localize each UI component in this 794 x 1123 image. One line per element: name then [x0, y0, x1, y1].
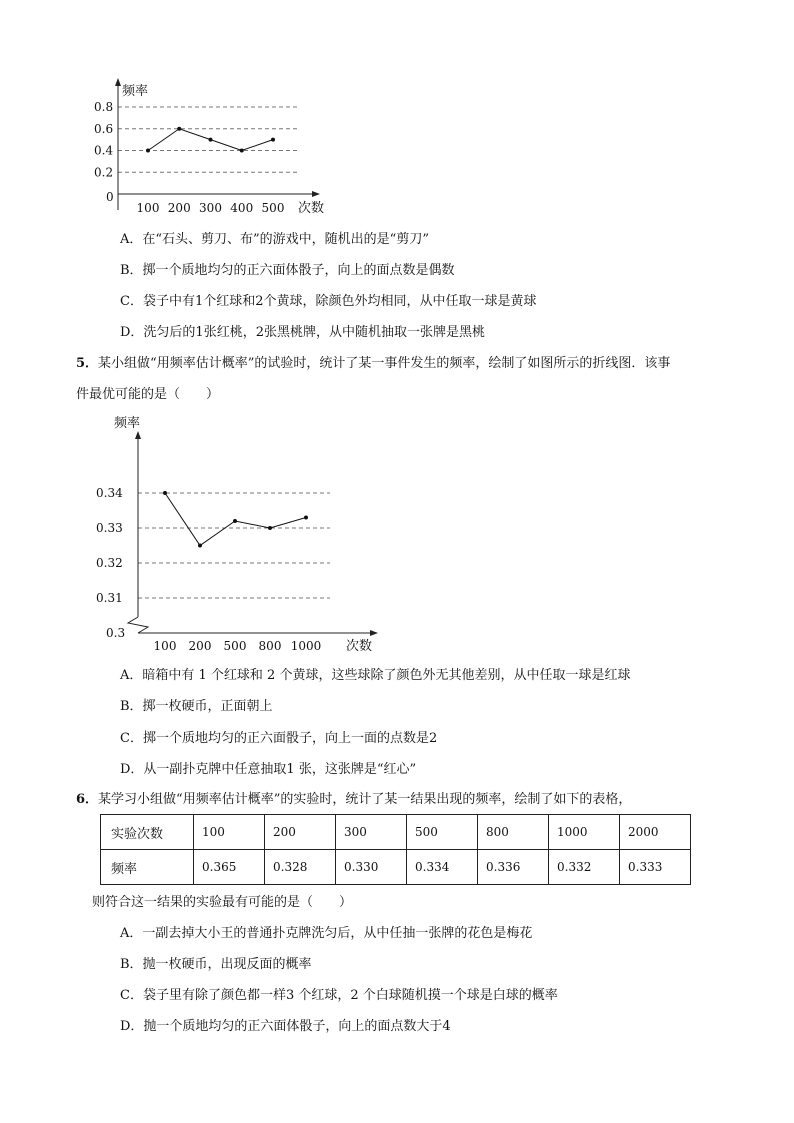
- chart2-x-arrow: [370, 630, 378, 636]
- table-cell: 0.332: [549, 850, 620, 885]
- frequency-table: [100, 814, 691, 885]
- q6-stem-text: 某学习小组做“用频率估计概率”的实验时，统计了某一结果出现的频率，绘制了如下的表格，: [98, 792, 632, 807]
- chart1-x-tick-label: 400: [230, 201, 254, 215]
- chart1-data-point: [146, 149, 150, 153]
- table-cell: 0.330: [336, 850, 407, 885]
- table-cell: 0.334: [407, 850, 478, 885]
- table-cell: 200: [265, 815, 336, 850]
- q5-stem-line2: 件最优可能的是（ ）: [76, 387, 220, 402]
- chart2-data-point: [268, 526, 272, 530]
- table-cell: 0.336: [478, 850, 549, 885]
- q5-stem-line1: [76, 352, 670, 371]
- table-cell: 2000: [620, 815, 691, 850]
- chart2-x-tick-label: 500: [223, 639, 247, 653]
- chart2-x-tick-label: 800: [258, 639, 282, 653]
- chart1-y-label: 频率: [122, 84, 149, 99]
- chart1-y-tick-label: 0.6: [94, 121, 114, 136]
- chart1-x-tick-label: 500: [261, 201, 285, 215]
- q5-stem-text: 某小组做“用频率估计概率”的试验时，统计了某一事件发生的频率，绘制了如图所示的折线图．该事: [98, 356, 671, 371]
- table-row-frequency: [101, 850, 691, 885]
- chart2-data-point: [233, 519, 237, 523]
- q5-number: 5．: [76, 356, 99, 371]
- chart1-data-point: [271, 138, 275, 142]
- table-cell: 0.365: [194, 850, 265, 885]
- table-cell: 500: [407, 815, 478, 850]
- q6-option-b: B．抛一枚硬币，出现反面的概率: [120, 957, 312, 972]
- chart1-data-point: [177, 127, 181, 131]
- chart2-data-point: [198, 544, 202, 548]
- q4-option-b: B．掷一个质地均匀的正六面体骰子，向上的面点数是偶数: [120, 263, 455, 278]
- chart1-data-point: [209, 138, 213, 142]
- q6-number: 6．: [76, 792, 99, 807]
- q4-option-a: A．在“石头、剪刀、布”的游戏中，随机出的是“剪刀”: [120, 232, 429, 247]
- chart2-x-tick-label: 200: [188, 639, 212, 653]
- chart1-x-tick-label: 300: [199, 201, 222, 215]
- q5-option-b: B．掷一枚硬币，正面朝上: [120, 699, 273, 714]
- chart1-x-arrow: [312, 191, 320, 197]
- table-cell: 300: [336, 815, 407, 850]
- chart2-axis-break: [128, 617, 148, 633]
- chart1-origin-label: 0: [106, 190, 114, 204]
- table-cell: 800: [478, 815, 549, 850]
- chart2-y-label: 频率: [114, 416, 141, 431]
- chart2-y-tick-label: 0.31: [96, 591, 123, 605]
- q5-option-d: D．从一副扑克牌中任意抽取1 张，这张牌是“红心”: [120, 762, 417, 777]
- table-cell: 100: [194, 815, 265, 850]
- chart1-x-tick-label: 100: [136, 201, 160, 215]
- chart2-x-label: 次数: [346, 639, 373, 654]
- q6-option-c: C．袋子里有除了颜色都一样3 个红球，2 个白球随机摸一个球是白球的概率: [120, 988, 558, 1003]
- q5-option-a: A．暗箱中有 1 个红球和 2 个黄球，这些球除了颜色外无其他差别，从中任取一球是红球: [120, 668, 631, 683]
- q4-option-c: C．袋子中有1个红球和2个黄球，除颜色外均相同，从中任取一球是黄球: [120, 294, 537, 309]
- frequency-line-chart-2: [0, 405, 794, 660]
- chart1-x-label: 次数: [298, 201, 325, 216]
- chart2-data-point: [304, 516, 308, 520]
- q6-option-a: A．一副去掉大小王的普通扑克牌洗匀后，从中任抽一张牌的花色是梅花: [120, 926, 533, 941]
- frequency-line-chart-1: [0, 0, 794, 225]
- table-cell: 0.328: [265, 850, 336, 885]
- q6-followup: 则符合这一结果的实验最有可能的是（ ）: [92, 895, 353, 910]
- q5-option-c: C．掷一个质地均匀的正六面骰子，向上一面的点数是2: [120, 731, 438, 746]
- table-cell: 1000: [549, 815, 620, 850]
- q4-option-d: D．洗匀后的1张红桃，2张黑桃牌，从中随机抽取一张牌是黑桃: [120, 325, 485, 340]
- chart2-origin-label: 0.3: [106, 626, 126, 640]
- chart2-y-arrow: [135, 431, 141, 439]
- table-header-trials: 实验次数: [101, 815, 194, 850]
- q6-option-d: D．抛一个质地均匀的正六面体骰子，向上的面点数大于4: [120, 1019, 451, 1034]
- chart2-data-point: [163, 491, 167, 495]
- table-cell: 0.333: [620, 850, 691, 885]
- table-row-trials: [101, 815, 691, 850]
- chart2-y-tick-label: 0.34: [96, 486, 123, 500]
- chart1-y-tick-label: 0.8: [94, 100, 114, 114]
- chart1-y-tick-label: 0.2: [94, 165, 114, 180]
- table-header-frequency: 频率: [101, 850, 194, 885]
- chart2-y-tick-label: 0.32: [96, 556, 123, 570]
- q6-stem: [76, 788, 631, 807]
- chart2-x-tick-label: 1000: [290, 639, 322, 653]
- chart2-y-tick-label: 0.33: [96, 521, 123, 535]
- chart2-x-tick-label: 100: [153, 639, 177, 653]
- chart1-y-arrow: [115, 78, 121, 86]
- chart1-data-point: [240, 149, 244, 153]
- chart1-y-tick-label: 0.4: [94, 143, 114, 158]
- chart1-x-tick-label: 200: [167, 201, 191, 215]
